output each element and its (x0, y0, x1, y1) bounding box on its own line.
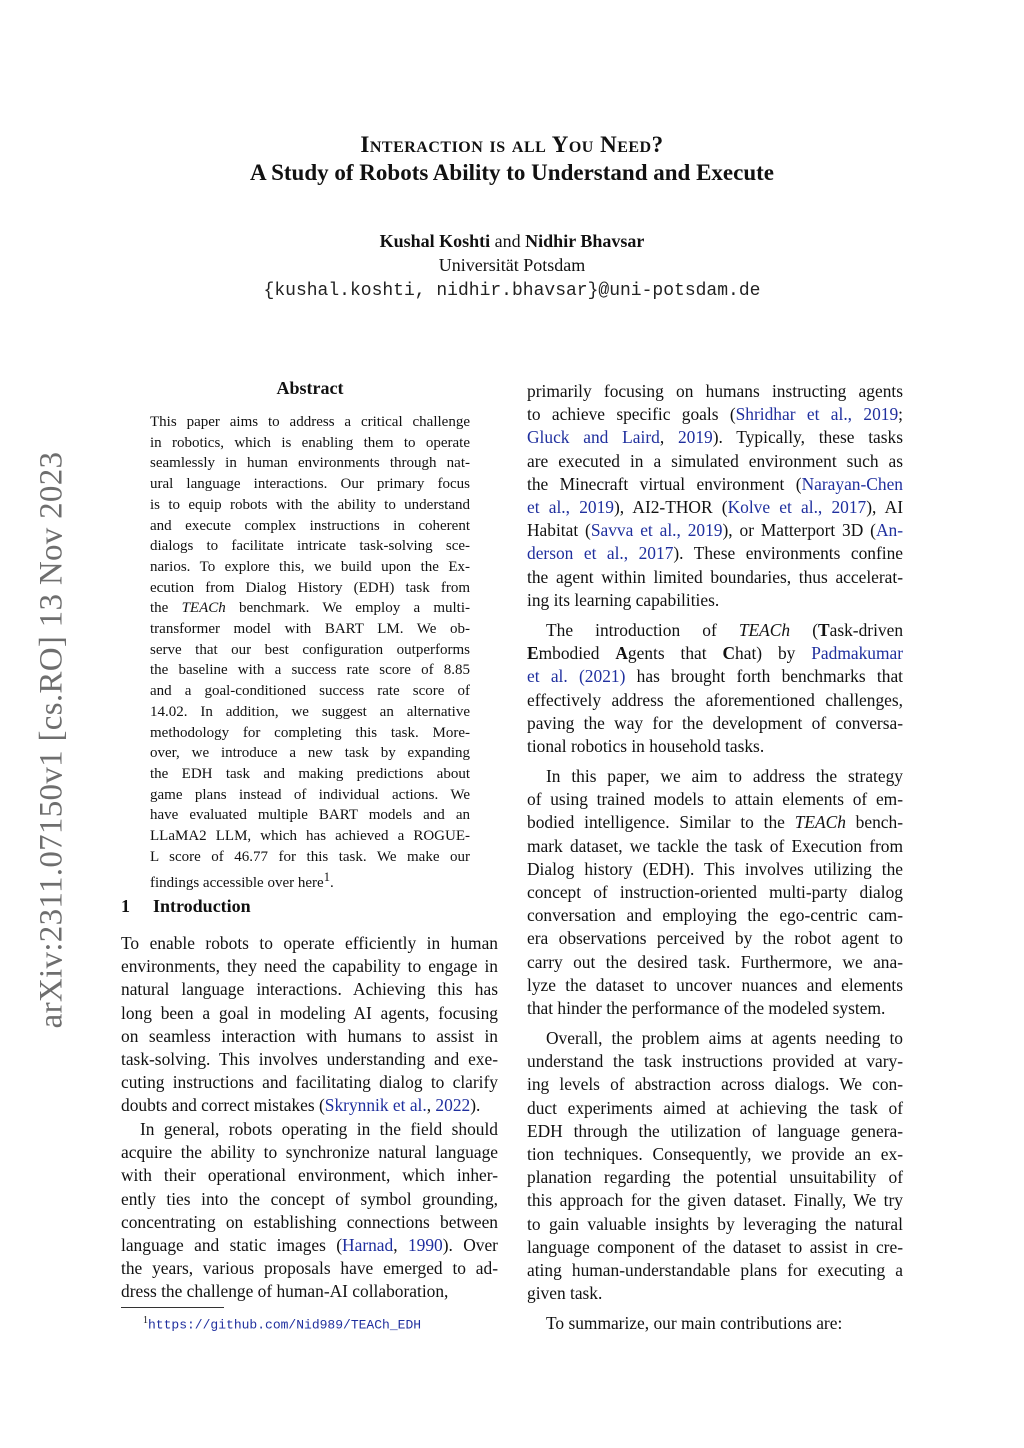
text-line: transformer model with BART LM. We ob- (150, 621, 470, 638)
text-line: Habitat (Savva et al., 2019), or Matterport 3D (An- (527, 520, 904, 541)
text-line: et al. (2021) has brought forth benchmarks that (527, 666, 903, 687)
section-heading (121, 896, 251, 917)
affiliation: Universität Potsdam (438, 255, 586, 275)
text-line: have evaluated multiple BART models and an (150, 807, 470, 824)
text-line: to gain valuable insights by leveraging the natural (527, 1213, 903, 1234)
text-line: acquire the ability to synchronize natural language (121, 1142, 498, 1163)
text-line: planation regarding the potential unsuitability of (527, 1167, 903, 1188)
text-line: Dialog history (EDH). This involves utilizing the (527, 858, 903, 879)
intro-paragraph (121, 932, 498, 1118)
text-line: LLaMA2 LLM, which has achieved a ROGUE- (150, 828, 470, 845)
text-line: methodology for completing this task. More- (150, 724, 470, 741)
text-line: this approach for the given dataset. Finally, We try (527, 1190, 903, 1211)
text-line: the agent within limited boundaries, thus accelerat- (527, 566, 903, 587)
text-line: ing levels of abstraction across dialogs. We con- (527, 1074, 903, 1095)
author-line (0, 231, 1024, 252)
text-line: paving the way for the development of conversa- (527, 712, 903, 733)
text-line: the Minecraft virtual environment (Narayan-Chen (527, 473, 903, 494)
text-line: language and static images (Harnad, 1990). Over (121, 1235, 498, 1256)
text-line: EDH through the utilization of language genera- (527, 1120, 903, 1141)
text-line: concentrating on establishing connections between (121, 1211, 498, 1232)
text-line: effectively address the aforementioned challenges, (527, 689, 903, 710)
text-line: duct experiments aimed at achieving the task of (527, 1097, 903, 1118)
abstract-body (150, 412, 470, 894)
text-line: ating human-understandable plans for executing a (527, 1260, 903, 1281)
text-line: bodied intelligence. Similar to the TEACh bench- (527, 812, 904, 833)
text-line: Embodied Agents that Chat) by Padmakumar (527, 643, 904, 664)
text-line: tional robotics in household tasks. (527, 736, 765, 757)
text-line: Gluck and Laird, 2019). Typically, these tasks (527, 427, 904, 448)
text-line: 14.02. In addition, we suggest an alternative (150, 703, 470, 720)
text-line: task-solving. This involves understanding and exe- (121, 1049, 498, 1070)
body-paragraph (527, 619, 903, 758)
footnote-rule (121, 1307, 224, 1308)
body-paragraph (527, 380, 903, 612)
body-paragraph (527, 765, 903, 1020)
text-line: In this paper, we aim to address the strategy (546, 766, 903, 786)
text-line: era observations perceived by the robot agent to (527, 928, 903, 949)
text-line: mark dataset, we tackle the task of Execution from (527, 835, 903, 856)
text-line: natural language interactions. Achieving this has (121, 979, 498, 1000)
text-line: dress the challenge of human-AI collaboration, (121, 1281, 449, 1302)
text-line: seamlessly in human environments through nat- (150, 455, 470, 472)
text-line: to achieve specific goals (Shridhar et al., 2019; (527, 404, 904, 425)
text-line: tion techniques. Consequently, we provide an ex- (527, 1144, 903, 1165)
text-line: L score of 46.77 for this task. We make our (150, 848, 470, 865)
text-line: ural language interactions. Our primary focus (150, 476, 470, 493)
text-line: serve that our best configuration outperforms (150, 641, 470, 658)
text-line: carry out the desired task. Furthermore, we ana- (527, 951, 903, 972)
text-line: ecution from Dialog History (EDH) task from (150, 579, 470, 596)
text-line: narios. To explore this, we build upon the Ex- (150, 558, 470, 575)
text-line: findings accessible over here$^1$. (150, 870, 334, 892)
arxiv-stamp: arXiv:2311.07150v1 [cs.RO] 13 Nov 2023 (33, 451, 70, 1029)
body-paragraph (527, 1312, 903, 1335)
text-line: the years, various proposals have emerged to ad- (121, 1258, 498, 1279)
text-line: the TEACh benchmark. We employ a multi- (150, 600, 471, 617)
text-line: In general, robots operating in the field should (140, 1119, 498, 1139)
text-line: game plans instead of individual actions. We (150, 786, 470, 803)
text-line: derson et al., 2017). These environments confine (527, 543, 903, 564)
text-line: primarily focusing on humans instructing agents (527, 381, 903, 401)
text-line: et al., 2019), AI2-THOR (Kolve et al., 2017), AI (527, 497, 903, 518)
text-line: lyze the dataset to uncover nuances and elements (527, 974, 903, 995)
text-line: on seamless interaction with humans to assist in (121, 1025, 498, 1046)
text-line: dialogs to facilitate intricate task-solving sce- (150, 538, 470, 555)
section-number: 1 (121, 896, 130, 916)
text-line: doubts and correct mistakes (Skrynnik et al., 2022). (121, 1095, 481, 1116)
text-line: that hinder the performance of the modeled system. (527, 998, 886, 1019)
author-conjunction: and (494, 231, 521, 251)
text-line: ing its learning capabilities. (527, 589, 720, 610)
text-line: the EDH task and making predictions about (150, 765, 470, 782)
author-name: Nidhir Bhavsar (525, 231, 645, 251)
intro-paragraph (121, 1118, 498, 1304)
text-line: long been a goal in modeling AI agents, focusing (121, 1002, 498, 1023)
text-line: and execute complex instructions in coherent (150, 517, 470, 534)
text-line: of using trained models to attain elements of em- (527, 789, 903, 810)
text-line: environments, they need the capability to engage in (121, 956, 498, 977)
section-title: Introduction (153, 896, 251, 916)
text-line: The introduction of TEACh (Task-driven (546, 620, 904, 640)
footnote (143, 1315, 421, 1332)
footnote-link[interactable]: https://github.com/Nid989/TEACh_EDH (148, 1317, 422, 1333)
paper-title-line2: A Study of Robots Ability to Understand and Execute (250, 160, 774, 185)
text-line: is to equip robots with the ability to understand (150, 496, 470, 513)
text-line: conversation and employing the ego-centric cam- (527, 905, 903, 926)
text-line: cuting instructions and facilitating dialog to clarify (121, 1072, 498, 1093)
text-line: To summarize, our main contributions are: (546, 1313, 843, 1333)
paper-title-line1: Interaction is all You Need? (360, 132, 664, 157)
author-email: {kushal.koshti, nidhir.bhavsar}@uni-potsdam.de (263, 281, 761, 301)
text-line: language component of the dataset to assist in cre- (527, 1236, 903, 1257)
abstract-heading: Abstract (276, 378, 344, 398)
text-line: with their operational environment, which inher- (121, 1165, 498, 1186)
author-name: Kushal Koshti (379, 231, 491, 251)
footnote-mark: 1 (143, 1315, 148, 1326)
text-line: over, we introduce a new task by expanding (150, 745, 470, 762)
text-line: in robotics, which is enabling them to operate (150, 434, 470, 451)
text-line: the baseline with a success rate score of 8.85 (150, 662, 470, 679)
text-line: ently ties into the concept of symbol grounding, (121, 1188, 498, 1209)
text-line: This paper aims to address a critical challenge (150, 414, 470, 430)
text-line: are executed in a simulated environment such as (527, 450, 903, 471)
text-line: understand the task instructions provided at vary- (527, 1051, 903, 1072)
text-line: given task. (527, 1283, 603, 1304)
text-line: and a goal-conditioned success rate score of (150, 683, 470, 700)
text-line: concept of instruction-oriented multi-party dialog (527, 882, 903, 903)
body-paragraph (527, 1027, 903, 1305)
text-line: Overall, the problem aims at agents needing to (546, 1028, 903, 1048)
text-line: To enable robots to operate efficiently in human (121, 933, 498, 953)
